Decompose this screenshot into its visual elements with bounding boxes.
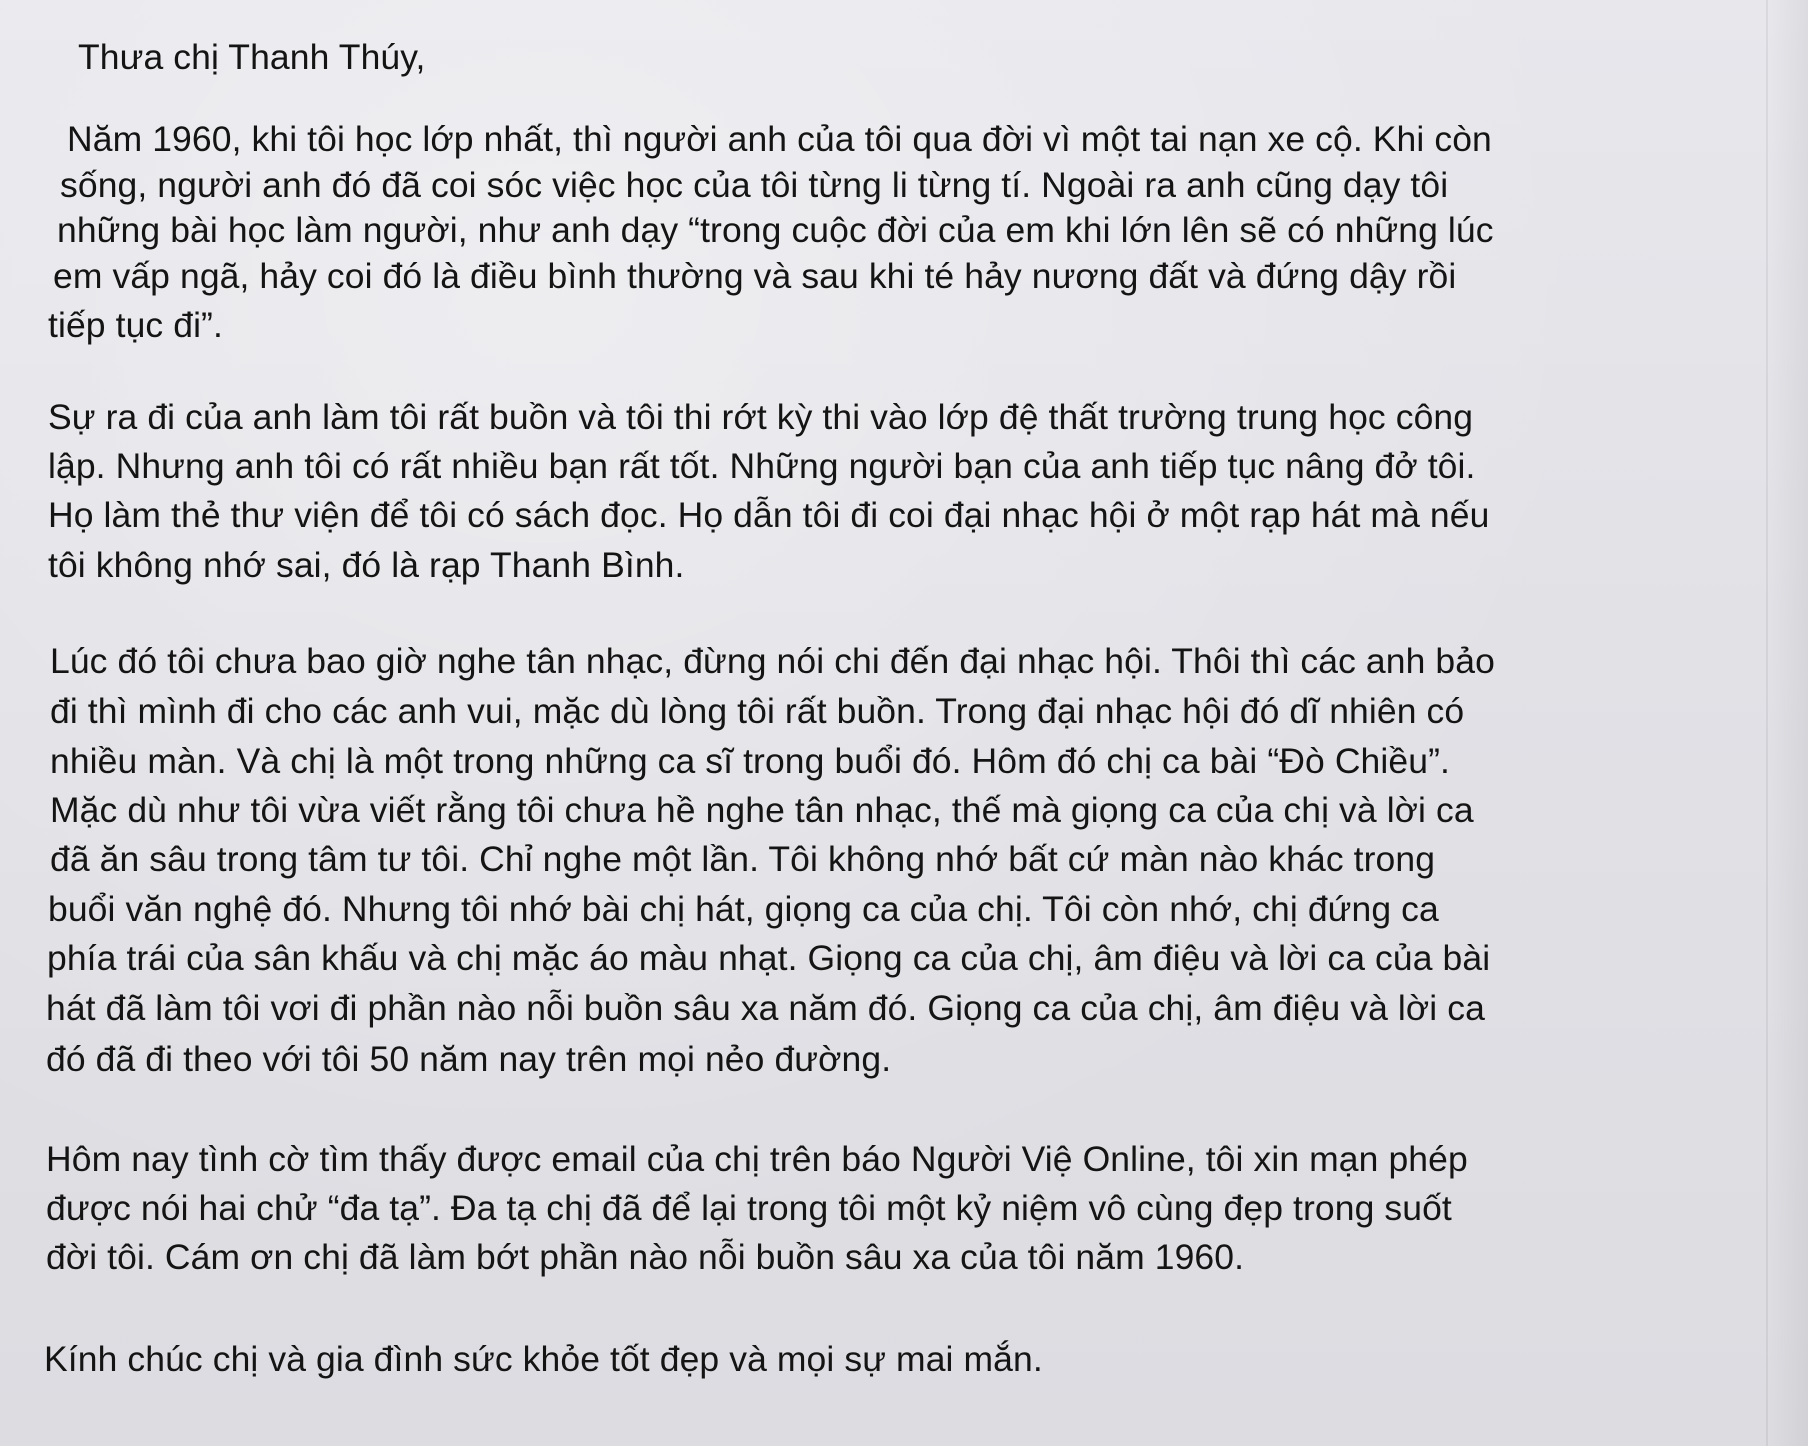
paragraph-3-line: đi thì mình đi cho các anh vui, mặc dù lòng tôi rất buồn. Trong đại nhạc hội đó dĩ nhiên có [50,691,1465,731]
paragraph-2-line: tôi không nhớ sai, đó là rạp Thanh Bình. [48,545,685,585]
paragraph-3-line: phía trái của sân khấu và chị mặc áo màu nhạt. Giọng ca của chị, âm điệu và lời ca của bài [47,938,1491,978]
paragraph-3-line: Mặc dù như tôi vừa viết rằng tôi chưa hề nghe tân nhạc, thế mà giọng ca của chị và lời ca [50,790,1474,830]
paragraph-3-line: nhiều màn. Và chị là một trong những ca sĩ trong buổi đó. Hôm đó chị ca bài “Đò Chiều”. [50,741,1450,781]
paragraph-3-line: buổi văn nghệ đó. Nhưng tôi nhớ bài chị hát, giọng ca của chị. Tôi còn nhớ, chị đứng ca [48,889,1439,929]
paragraph-1-line: tiếp tục đi”. [48,305,223,345]
paragraph-1-line: sống, người anh đó đã coi sóc việc học của tôi từng li từng tí. Ngoài ra anh cũng dạy tôi [60,165,1449,205]
paragraph-3-line: hát đã làm tôi vơi đi phần nào nỗi buồn sâu xa năm đó. Giọng ca của chị, âm điệu và lời ca [46,988,1485,1028]
closing-line: Kính chúc chị và gia đình sức khỏe tốt đẹp và mọi sự mai mắn. [44,1339,1043,1379]
paragraph-3-line: đã ăn sâu trong tâm tư tôi. Chỉ nghe một lần. Tôi không nhớ bất cứ màn nào khác trong [50,839,1436,879]
paragraph-3-line: Lúc đó tôi chưa bao giờ nghe tân nhạc, đừng nói chi đến đại nhạc hội. Thôi thì các anh bảo [50,641,1495,681]
paragraph-2-line: Họ làm thẻ thư viện để tôi có sách đọc. Họ dẫn tôi đi coi đại nhạc hội ở một rạp hát mà nếu [48,495,1490,535]
paragraph-2-line: Sự ra đi của anh làm tôi rất buồn và tôi thi rớt kỳ thi vào lớp đệ thất trường trung học công [48,397,1474,437]
paragraph-1-line: những bài học làm người, như anh dạy “trong cuộc đời của em khi lớn lên sẽ có những lúc [57,210,1494,250]
paragraph-1-line: Năm 1960, khi tôi học lớp nhất, thì người anh của tôi qua đời vì một tai nạn xe cộ. Khi còn [67,119,1492,159]
paragraph-3-line: đó đã đi theo với tôi 50 năm nay trên mọi nẻo đường. [46,1039,892,1079]
salutation: Thưa chị Thanh Thúy, [78,37,426,77]
paragraph-2-line: lập. Nhưng anh tôi có rất nhiều bạn rất tốt. Những người bạn của anh tiếp tục nâng đở tôi. [48,446,1476,486]
paragraph-4-line: được nói hai chử “đa tạ”. Đa tạ chị đã để lại trong tôi một kỷ niệm vô cùng đẹp trong suốt [46,1188,1452,1228]
paragraph-1-line: em vấp ngã, hảy coi đó là điều bình thường và sau khi té hảy nương đất và đứng dậy rồi [53,256,1457,296]
paragraph-4-line: đời tôi. Cám ơn chị đã làm bớt phần nào nỗi buồn sâu xa của tôi năm 1960. [46,1237,1245,1277]
paragraph-4-line: Hôm nay tình cờ tìm thấy được email của chị trên báo Người Việ Online, tôi xin mạn phép [46,1139,1468,1179]
